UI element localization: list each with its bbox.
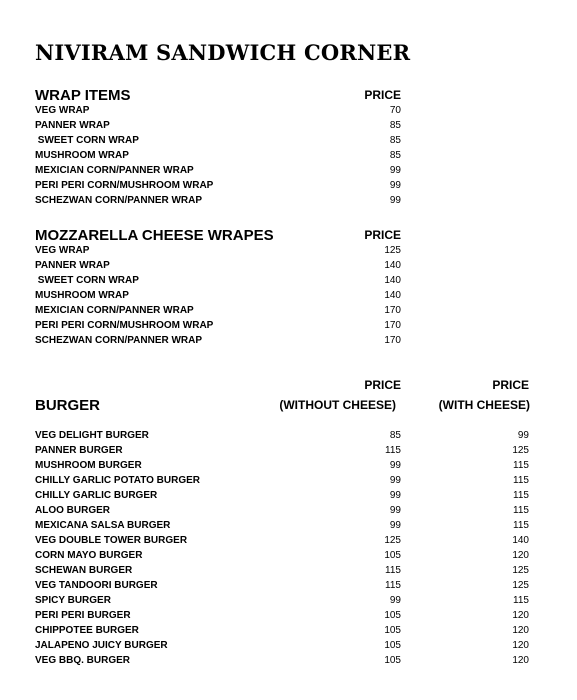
menu-item-price: 85 [389,150,401,161]
menu-item-name: CHILLY GARLIC POTATO BURGER [35,475,201,486]
menu-item-name: CORN MAYO BURGER [35,550,143,561]
burger-price-sub: (WITHOUT CHEESE) [279,398,396,412]
menu-item-price: 99 [389,460,401,471]
menu-item-cheese-price: 120 [512,640,529,651]
menu-item-name: MUSHROOM WRAP [35,290,129,301]
menu-item-cheese-price: 99 [517,430,529,441]
menu-item-price: 125 [384,535,401,546]
menu-item-name: JALAPENO JUICY BURGER [35,640,168,651]
menu-item-price: 99 [389,505,401,516]
menu-item-name: CHIPPOTEE BURGER [35,625,139,636]
menu-item-price: 105 [384,640,401,651]
menu-item-cheese-price: 120 [512,610,529,621]
menu-item-name: PANNER WRAP [35,120,110,131]
menu-item-price: 170 [384,320,401,331]
menu-item-price: 140 [384,260,401,271]
menu-item-price: 99 [389,165,401,176]
menu-item-price: 105 [384,550,401,561]
menu-item-price: 115 [385,565,401,576]
menu-item-name: SCHEWAN BURGER [35,565,133,576]
mozzarella-heading: MOZZARELLA CHEESE WRAPES [35,227,274,244]
menu-item-price: 85 [389,135,401,146]
menu-item-price: 85 [389,120,401,131]
burger-cheese-price-sub: (WITH CHEESE) [438,398,530,412]
menu-item-price: 70 [389,105,401,116]
menu-item-cheese-price: 115 [513,505,529,516]
menu-item-name: SWEET CORN WRAP [35,275,139,286]
menu-item-cheese-price: 125 [512,565,529,576]
menu-item-price: 140 [384,290,401,301]
menu-item-name: VEG DOUBLE TOWER BURGER [35,535,188,546]
menu-item-price: 170 [384,305,401,316]
menu-item-cheese-price: 115 [513,595,529,606]
menu-item-price: 99 [389,520,401,531]
burger-price-header: PRICE [364,378,401,392]
menu-item-name: VEG BBQ. BURGER [35,655,131,666]
menu-item-cheese-price: 120 [512,625,529,636]
menu-item-cheese-price: 115 [513,475,529,486]
menu-item-price: 115 [385,445,401,456]
menu-item-name: SCHEZWAN CORN/PANNER WRAP [35,335,203,346]
menu-item-price: 105 [384,610,401,621]
menu-item-price: 99 [389,475,401,486]
menu-item-price: 99 [389,195,401,206]
menu-item-price: 105 [384,655,401,666]
menu-item-name: MEXICANA SALSA BURGER [35,520,171,531]
menu-item-name: SPICY BURGER [35,595,111,606]
menu-item-name: SWEET CORN WRAP [35,135,139,146]
menu-item-name: ALOO BURGER [35,505,110,516]
menu-item-price: 170 [384,335,401,346]
menu-item-name: VEG WRAP [35,105,90,116]
menu-item-name: MEXICIAN CORN/PANNER WRAP [35,305,194,316]
menu-title: NIVIRAM SANDWICH CORNER [35,40,411,65]
menu-item-name: PERI PERI CORN/MUSHROOM WRAP [35,320,214,331]
burger-heading: BURGER [35,397,101,414]
menu-item-price: 105 [384,625,401,636]
menu-item-name: VEG TANDOORI BURGER [35,580,158,591]
menu-item-price: 115 [385,580,401,591]
menu-item-cheese-price: 120 [512,655,529,666]
menu-item-cheese-price: 120 [512,550,529,561]
menu-item-name: PANNER BURGER [35,445,123,456]
menu-item-cheese-price: 125 [512,580,529,591]
menu-item-name: MUSHROOM BURGER [35,460,142,471]
menu-item-name: MUSHROOM WRAP [35,150,129,161]
menu-item-cheese-price: 115 [513,520,529,531]
menu-item-name: VEG WRAP [35,245,90,256]
wrap-heading: WRAP ITEMS [35,87,131,104]
menu-item-cheese-price: 115 [513,490,529,501]
mozzarella-price-header: PRICE [364,228,401,242]
menu-item-name: VEG DELIGHT BURGER [35,430,149,441]
menu-item-price: 125 [384,245,401,256]
menu-item-name: MEXICIAN CORN/PANNER WRAP [35,165,194,176]
burger-cheese-price-header: PRICE [492,378,529,392]
menu-item-name: PANNER WRAP [35,260,110,271]
wrap-price-header: PRICE [364,88,401,102]
menu-item-price: 99 [389,180,401,191]
menu-item-name: PERI PERI CORN/MUSHROOM WRAP [35,180,214,191]
menu-item-price: 99 [389,595,401,606]
menu-item-name: PERI PERI BURGER [35,610,131,621]
menu-item-cheese-price: 115 [513,460,529,471]
menu-item-cheese-price: 140 [512,535,529,546]
menu-item-price: 140 [384,275,401,286]
menu-item-price: 99 [389,490,401,501]
menu-item-name: CHILLY GARLIC BURGER [35,490,158,501]
menu-item-name: SCHEZWAN CORN/PANNER WRAP [35,195,203,206]
menu-item-cheese-price: 125 [512,445,529,456]
menu-item-price: 85 [389,430,401,441]
